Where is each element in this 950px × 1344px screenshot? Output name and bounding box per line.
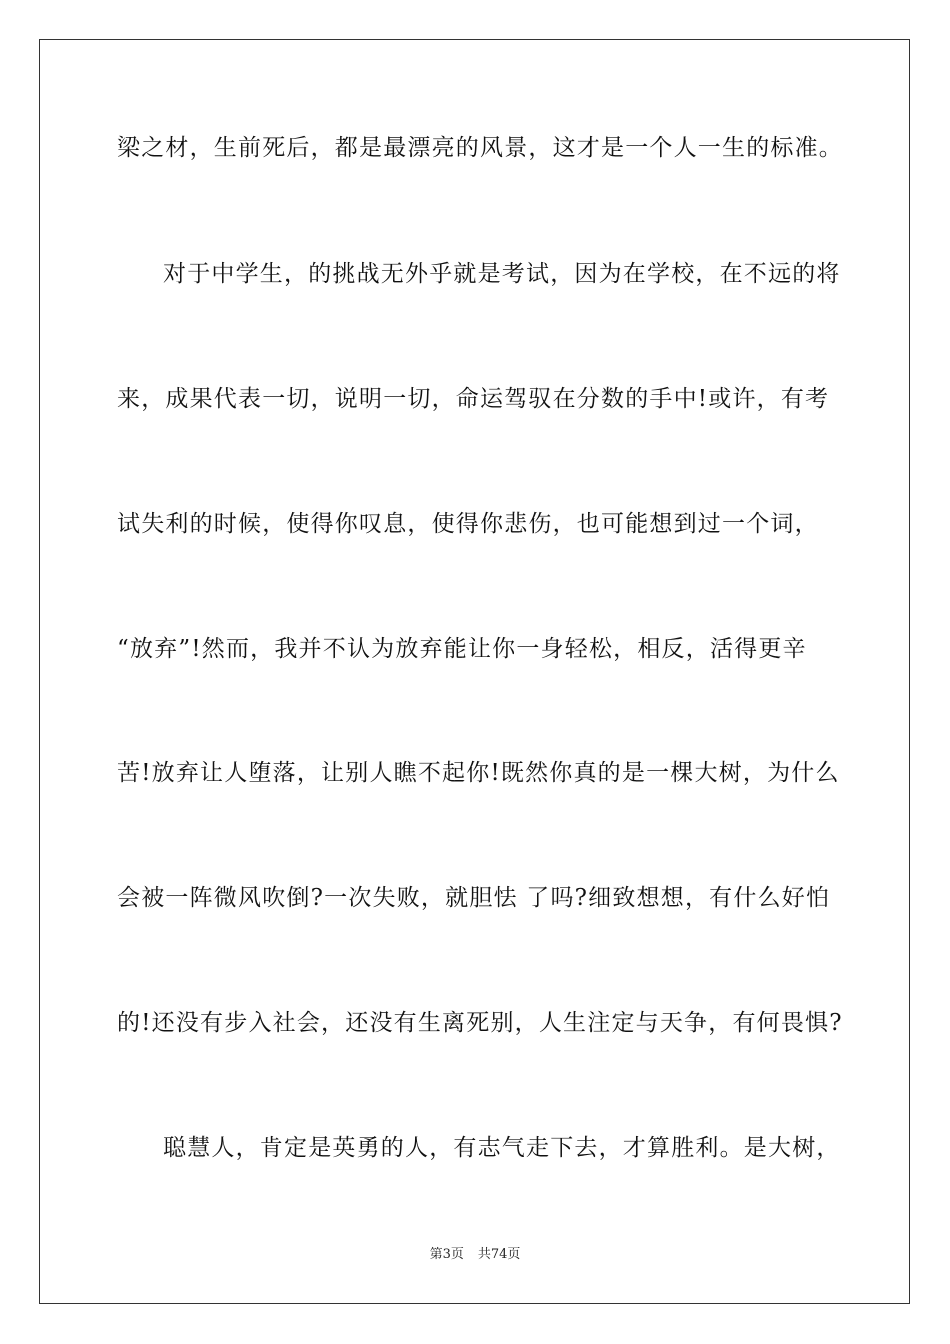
paragraph-start-line: 聪慧人，肯定是英勇的人，有志气走下去，才算胜利。是大树， [163,1135,841,1161]
page-number: 第3页 [429,1247,464,1262]
text-line: 来，成果代表一切，说明一切，命运驾驭在分数的手中!或许，有考 [117,386,830,412]
page-total: 共74页 [477,1247,521,1262]
text-line: “放弃”!然而，我并不认为放弃能让你一身轻松，相反，活得更辛 [117,636,807,662]
text-line: 苦!放弃让人堕落，让别人瞧不起你!既然你真的是一棵大树，为什么 [117,760,840,786]
text-line: 试失利的时候，使得你叹息，使得你悲伤，也可能想到过一个词， [117,511,819,537]
text-line: 会被一阵微风吹倒?一次失败，就胆怯 了吗?细致想想，有什么好怕 [117,885,831,911]
page-footer [0,1246,950,1264]
paragraph-start-line: 对于中学生，的挑战无外乎就是考试，因为在学校，在不远的将 [163,261,841,287]
text-line: 的!还没有步入社会，还没有生离死别，人生注定与天争，有何畏惧? [117,1010,843,1036]
text-line: 梁之材，生前死后，都是最漂亮的风景，这才是一个人一生的标准。 [117,135,843,161]
page-border [39,39,910,1304]
